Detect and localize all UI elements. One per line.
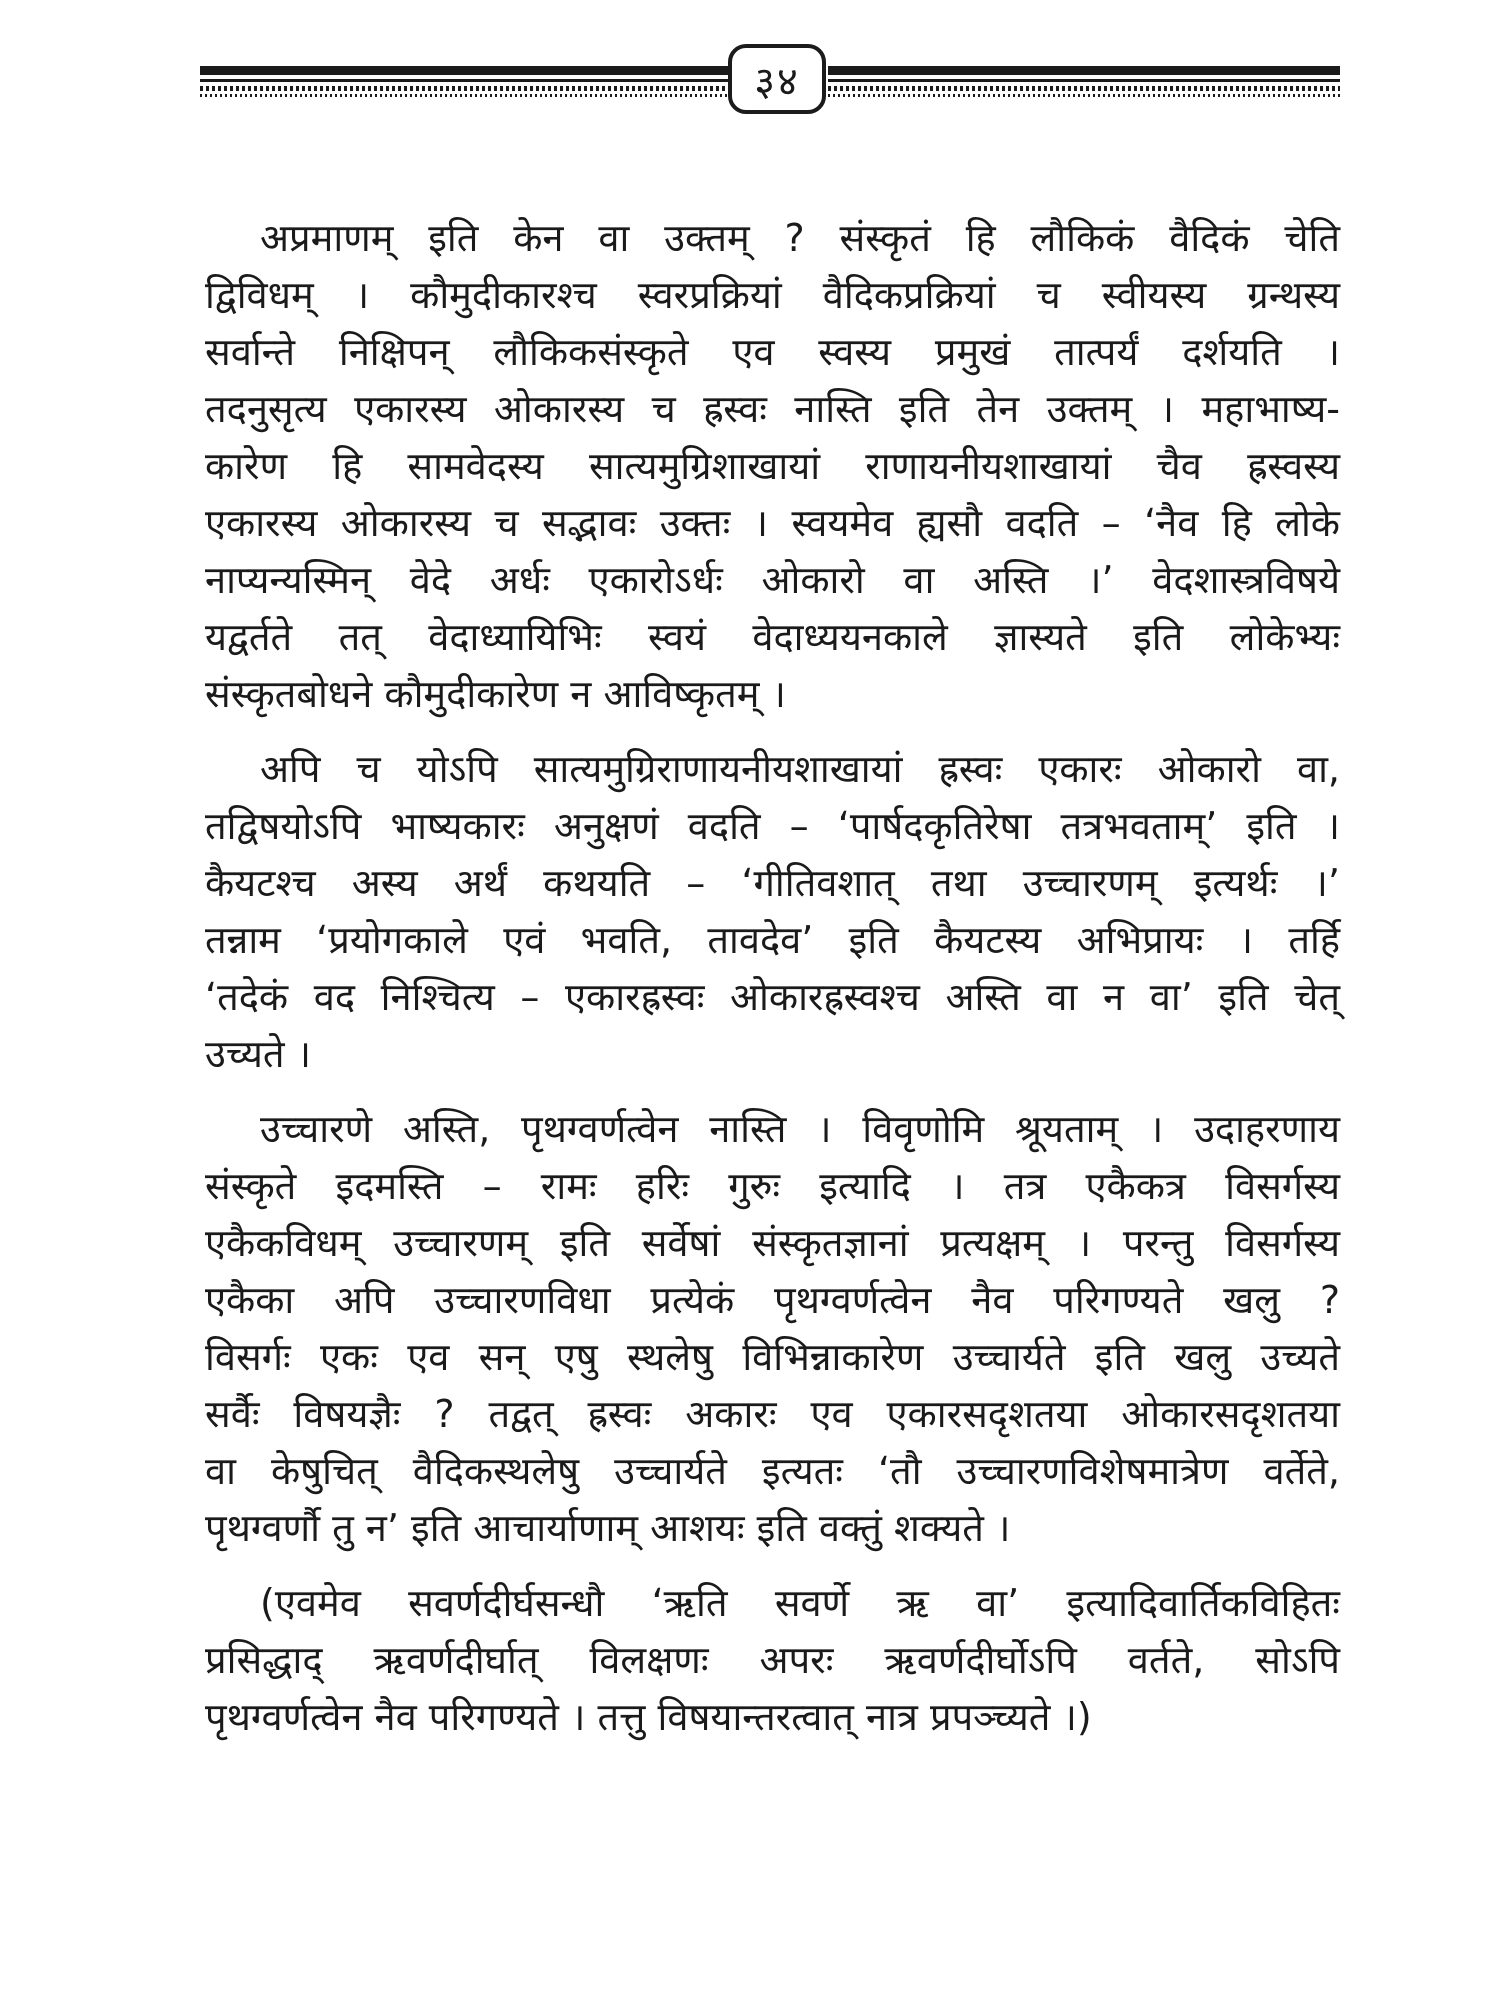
paragraph-4 [205,1575,1340,1746]
header-rule-right [828,66,1340,100]
page-header-ornament [200,40,1340,130]
text-line: अपि च योऽपि सात्यमुग्रिराणायनीयशाखायां ह्रस्वः एकारः ओकारो वा, [260,747,1340,791]
text-line: एकैका अपि उच्चारणविधा प्रत्येकं पृथग्वर्णत्वेन नैव परिगण्यते खलु ? [205,1278,1340,1322]
text-line: सर्वैः विषयज्ञैः ? तद्वत् ह्रस्वः अकारः एव एकारसदृशतया ओकारसदृशतया [205,1392,1340,1436]
text-line: संस्कृते इदमस्ति – रामः हरिः गुरुः इत्यादि । तत्र एकैकत्र विसर्गस्य [205,1164,1340,1208]
text-line: प्रसिद्धाद् ऋवर्णदीर्घात् विलक्षणः अपरः ऋवर्णदीर्घोऽपि वर्तते, सोऽपि [205,1638,1340,1682]
text-line: कैयटश्च अस्य अर्थं कथयति – ‘गीतिवशात् तथा उच्चारणम् इत्यर्थः ।’ [205,861,1340,905]
body-text [205,210,1340,1764]
text-line: तन्नाम ‘प्रयोगकाले एवं भवति, तावदेव’ इति कैयटस्य अभिप्रायः । तर्हि [205,918,1340,962]
text-line: कारेण हि सामवेदस्य सात्यमुग्रिशाखायां राणायनीयशाखायां चैव ह्रस्वस्य [205,444,1340,488]
text-line: नाप्यन्यस्मिन् वेदे अर्धः एकारोऽर्धः ओकारो वा अस्ति ।’ वेदशास्त्रविषये [205,558,1340,602]
paragraph-2 [205,741,1340,1083]
paragraph-1 [205,210,1340,723]
text-line: पृथग्वर्णौ तु न’ इति आचार्याणाम् आशयः इति वक्तुं शक्यते । [205,1506,1011,1550]
text-line: विसर्गः एकः एव सन् एषु स्थलेषु विभिन्नाकारेण उच्चार्यते इति खलु उच्यते [205,1335,1340,1379]
text-line: सर्वान्ते निक्षिपन् लौकिकसंस्कृते एव स्वस्य प्रमुखं तात्पर्यं दर्शयति । [205,330,1340,374]
text-line: उच्यते । [205,1032,312,1076]
text-line: वा केषुचित् वैदिकस्थलेषु उच्चार्यते इत्यतः ‘तौ उच्चारणविशेषमात्रेण वर्तेते, [205,1449,1340,1493]
header-rule-left [200,66,730,100]
text-line: यद्वर्तते तत् वेदाध्यायिभिः स्वयं वेदाध्ययनकाले ज्ञास्यते इति लोकेभ्यः [205,615,1340,659]
text-line: पृथग्वर्णत्वेन नैव परिगण्यते । तत्तु विषयान्तरत्वात् नात्र प्रपञ्च्यते ।) [205,1695,1092,1739]
paragraph-3 [205,1101,1340,1557]
text-line: (एवमेव सवर्णदीर्घसन्धौ ‘ऋति सवर्णे ऋ वा’ इत्यादिवार्तिकविहितः [260,1581,1340,1625]
text-line: द्विविधम् । कौमुदीकारश्च स्वरप्रक्रियां वैदिकप्रक्रियां च स्वीयस्य ग्रन्थस्य [205,273,1340,317]
text-line: एकैकविधम् उच्चारणम् इति सर्वेषां संस्कृतज्ञानां प्रत्यक्षम् । परन्तु विसर्गस्य [205,1221,1340,1265]
text-line: एकारस्य ओकारस्य च सद्भावः उक्तः । स्वयमेव ह्यसौ वदति – ‘नैव हि लोके [205,501,1340,545]
text-line: संस्कृतबोधने कौमुदीकारेण न आविष्कृतम् । [205,672,786,716]
text-line: ‘तदेकं वद निश्चित्य – एकारह्रस्वः ओकारह्रस्वश्च अस्ति वा न वा’ इति चेत् [205,975,1340,1019]
page-number: ३४ [728,44,826,114]
text-line: अप्रमाणम् इति केन वा उक्तम् ? संस्कृतं हि लौकिकं वैदिकं चेति [260,216,1340,260]
text-line: तद्विषयोऽपि भाष्यकारः अनुक्षणं वदति – ‘पार्षदकृतिरेषा तत्रभवताम्’ इति । [205,804,1340,848]
text-line: उच्चारणे अस्ति, पृथग्वर्णत्वेन नास्ति । विवृणोमि श्रूयताम् । उदाहरणाय [260,1107,1340,1151]
text-line: तदनुसृत्य एकारस्य ओकारस्य च ह्रस्वः नास्ति इति तेन उक्तम् । महाभाष्य- [205,387,1340,431]
